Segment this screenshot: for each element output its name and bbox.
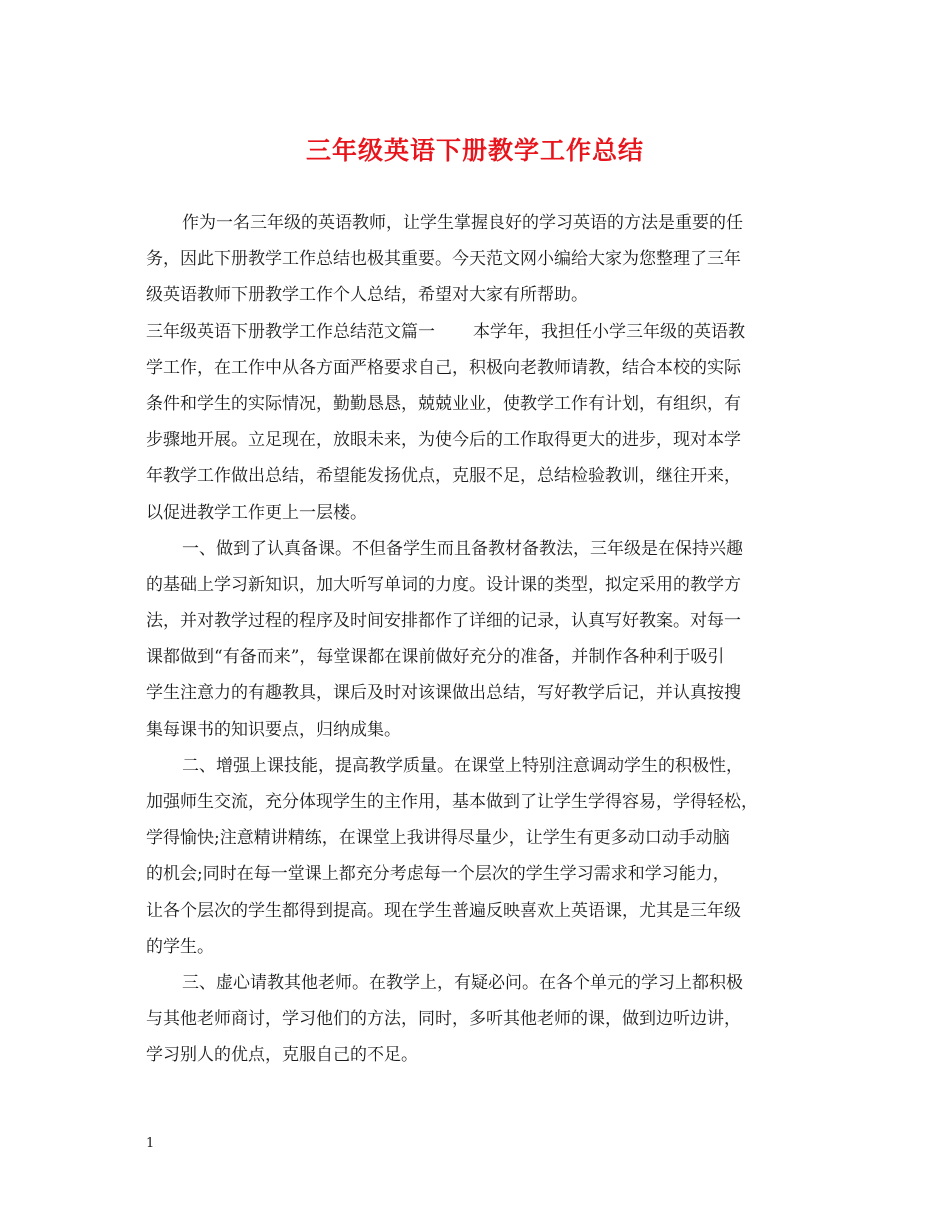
text-line: 以促进教学工作更上一层楼。: [146, 502, 367, 523]
text-line: 学工作，在工作中从各方面严格要求自己，积极向老教师请教，结合本校的实际: [146, 357, 741, 378]
text-line: 与其他老师商讨，学习他们的方法，同时，多听其他老师的课，做到边听边讲，: [146, 1009, 741, 1030]
text-line: 步骤地开展。立足现在，放眼未来，为使今后的工作取得更大的进步，现对本学: [146, 430, 741, 451]
text-line: 法，并对教学过程的程序及时间安排都作了详细的记录，认真写好教案。对每一: [146, 611, 741, 632]
text-line: 的机会;同时在每一堂课上都充分考虑每一个层次的学生学习需求和学习能力，: [146, 864, 730, 885]
text-line: 三、虚心请教其他老师。在教学上，有疑必问。在各个单元的学习上都积极: [182, 972, 743, 993]
text-line: 课都做到“有备而来”，每堂课都在课前做好充分的准备，并制作各种利于吸引: [146, 647, 725, 668]
text-line: 的学生。: [146, 936, 214, 957]
text-line: 条件和学生的实际情况，勤勤恳恳，兢兢业业，使教学工作有计划，有组织，有: [146, 393, 741, 414]
text-line: 学得愉快;注意精讲精练，在课堂上我讲得尽量少，让学生有更多动口动手动脑: [146, 828, 730, 849]
document-body: [146, 205, 806, 1074]
document-title: 三年级英语下册教学工作总结: [305, 136, 644, 165]
text-line: 年教学工作做出总结，希望能发扬优点，克服不足，总结检验教训，继往开来，: [146, 466, 741, 487]
text-line: 学习别人的优点，克服自己的不足。: [146, 1045, 418, 1066]
text-line: 集每课书的知识要点，归纳成集。: [146, 719, 401, 740]
section-heading: 三年级英语下册教学工作总结范文篇一: [146, 321, 435, 342]
text-line: 学生注意力的有趣教具，课后及时对该课做出总结，写好教学后记，并认真按搜: [146, 683, 741, 704]
text-line: 二、增强上课技能，提高教学质量。在课堂上特别注意调动学生的积极性，: [182, 755, 743, 776]
text-line: 加强师生交流，充分体现学生的主作用，基本做到了让学生学得容易，学得轻松，: [146, 792, 758, 812]
text-line: 级英语教师下册教学工作个人总结，希望对大家有所帮助。: [146, 285, 588, 306]
text-line: 作为一名三年级的英语教师，让学生掌握良好的学习英语的方法是重要的任: [182, 213, 743, 233]
text-line: 的基础上学习新知识，加大听写单词的力度。设计课的类型，拟定采用的教学方: [146, 574, 741, 595]
page-number: 1: [146, 1136, 155, 1151]
text-line: 让各个层次的学生都得到提高。现在学生普遍反映喜欢上英语课，尤其是三年级: [146, 900, 741, 921]
text-line: 一、做到了认真备课。不但备学生而且备教材备教法，三年级是在保持兴趣: [182, 538, 743, 559]
text-segment: 本学年，我担任小学三年级的英语教: [473, 321, 745, 342]
text-line-with-heading: [146, 314, 806, 350]
text-line: 务，因此下册教学工作总结也极其重要。今天范文网小编给大家为您整理了三年: [146, 249, 741, 270]
